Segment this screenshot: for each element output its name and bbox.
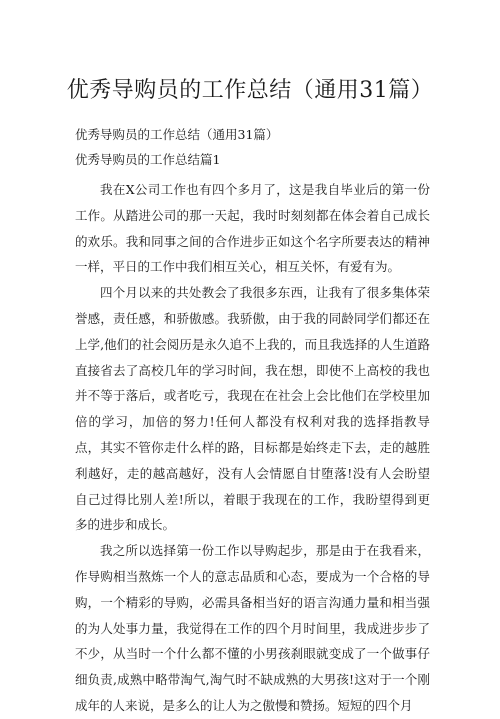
body-paragraph-2: 四个月以来的共处教会了我很多东西，让我有了很多集体荣誉感，责任感，和骄傲感。我骄傲，由于我的同龄同学们都还在上学,他们的社会阅历是永久追不上我的，而且我选择的人生道路直接省去了高校几年的学习时间，我在想，即使不上高校的我也并不等于落后，或者吃亏，我现在在社会上会比他们在学校里加倍的学习，加倍的努力!任何人都没有权利对我的选择指教导点，其实不管你走什么样的路，目标都是始终走下去，走的越胜利越好，走的越高越好，没有人会情愿自甘堕落!没有人会盼望自己过得比别人差!所以，着眼于我现在的工作，我盼望得到更多的进步和成长。 — [75, 285, 430, 533]
section-heading: 优秀导购员的工作总结篇1 — [75, 152, 221, 167]
document-subtitle: 优秀导购员的工作总结（通用31篇） — [75, 127, 279, 142]
body-paragraph-3: 我之所以选择第一份工作以导购起步，那是由于在我看来，作导购相当熬炼一个人的意志品质和心态，要成为一个合格的导购，一个精彩的导购，必需具备相当好的语言沟通力量和相当强的为人处事力量，我觉得在工作的四个月时间里，我成进步步了不少，从当时一个什么都不懂的小男孩刹眼就变成了一个做事仔细负责,成熟中略带淘气,淘气时不缺成熟的大男孩!这对于一个刚成年的人来说，是多么的让人为之傲慢和赞扬。短短的四个月 — [75, 543, 430, 713]
document-body — [75, 177, 430, 719]
document-title: 优秀导购员的工作总结（通用31篇） — [66, 78, 434, 103]
body-paragraph-1: 我在X公司工作也有四个多月了，这是我自毕业后的第一份工作。从踏进公司的那一天起，我时时刻刻都在体会着自己成长的欢乐。我和同事之间的合作进步正如这个名字所要表达的精神一样，平日的工作中我们相互关心，相互关怀，有爱有为。 — [75, 182, 430, 275]
